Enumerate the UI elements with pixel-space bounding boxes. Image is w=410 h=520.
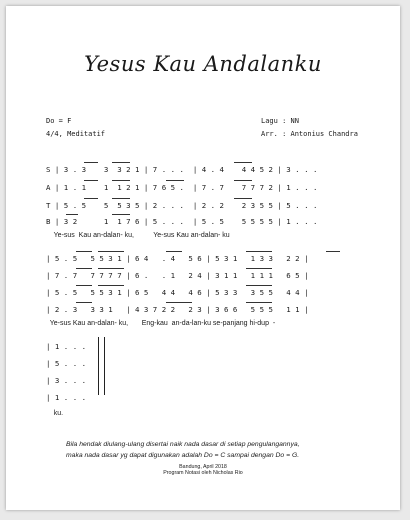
beam-line [76,302,92,303]
final-barline [98,337,105,395]
notation-row-s1-alto: A | 1 . 1 1 1 2 1 | 7 6 5 . | 7 . 7 7 7 7 2 | 1 . . . [46,183,318,192]
beam-line [84,180,98,181]
beam-line [246,268,272,269]
beam-line [98,251,124,252]
beam-line [112,198,130,199]
notation-row-s2-alto: | 7 . 7 7 7 7 7 | 6 . . 1 2 4 | 3 1 1 1 1 1 6 5 | [46,271,309,280]
closing-note-line-2: maka nada dasar yg dapat digunakan adalah Do = C sampai dengan Do = G. [66,452,300,459]
notation-row-s2-tenor: | 5 . 5 5 5 3 1 | 6 5 4 4 4 6 | 5 3 3 3 5 5 4 4 | [46,288,309,297]
lyric-line-2: Ye-sus Kau an-dalan- ku, Eng-kau an-da-lan-ku se-panjang hi-dup - [46,320,276,327]
notation-row-s3-tenor: | 3 . . . [46,376,87,385]
closing-note [66,439,300,461]
beam-line [76,285,92,286]
beam-line [166,302,192,303]
beam-line [246,285,272,286]
beam-line [246,251,272,252]
beam-line [234,162,252,163]
notation-row-s3-alto: | 5 . . . [46,359,87,368]
closing-note-line-1: Bila hendak diulang-ulang disertai naik nada dasar di setiap pengulangannya, [66,441,300,448]
beam-line [84,162,98,163]
beam-line [326,251,340,252]
beam-line [166,251,182,252]
key-signature: Do = F [46,117,72,125]
notation-row-s1-bass: B | 3 2 1 1 7 6 | 5 . . . | 5 . 5 5 5 5 5 | 1 . . . [46,217,318,226]
beam-line [98,268,124,269]
sheet-page [6,6,400,510]
notation-row-s1-soprano: S | 3 . 3 3 3 2 1 | 7 . . . | 4 . 4 4 4 5 2 | 3 . . . [46,165,318,174]
meta-left [46,115,105,141]
notation-row-s2-soprano: | 5 . 5 5 5 3 1 | 6 4 . 4 5 6 | 5 3 1 1 3 3 2 2 | [46,254,309,263]
meta-right [261,115,358,141]
notation-row-s1-tenor: T | 5 . 5 5 5 3 5 | 2 . . . | 2 . 2 2 3 5 5 | 5 . . . [46,201,318,210]
notation-row-s2-bass: | 2 . 3 3 3 1 | 4 3 7 2 2 2 3 | 3 6 6 5 5 5 1 1 | [46,305,309,314]
beam-line [84,198,98,199]
beam-line [66,214,78,215]
time-signature: 4/4, Meditatif [46,130,106,138]
beam-line [166,180,184,181]
notation-row-s3-soprano: | 1 . . . [46,342,87,351]
beam-line [76,251,92,252]
credit-program: Program Notasi oleh Nicholas Rio [163,470,243,476]
beam-line [234,180,252,181]
beam-line [112,162,130,163]
composer: Lagu : NN [261,117,299,125]
arranger: Arr. : Antonius Chandra [261,130,358,138]
credit-date: Bandung, April 2018 [179,464,227,470]
notation-row-s3-bass: | 1 . . . [46,393,87,402]
beam-line [76,268,92,269]
beam-line [246,302,272,303]
lyric-line-3: ku. [46,410,64,417]
beam-line [112,214,130,215]
beam-line [234,198,252,199]
beam-line [112,180,130,181]
lyric-line-1: Ye-sus Kau an-dalan- ku, Ye-sus Kau an-dalan- ku [46,232,230,239]
beam-line [98,285,124,286]
song-title: Yesus Kau Andalanku [84,52,322,76]
